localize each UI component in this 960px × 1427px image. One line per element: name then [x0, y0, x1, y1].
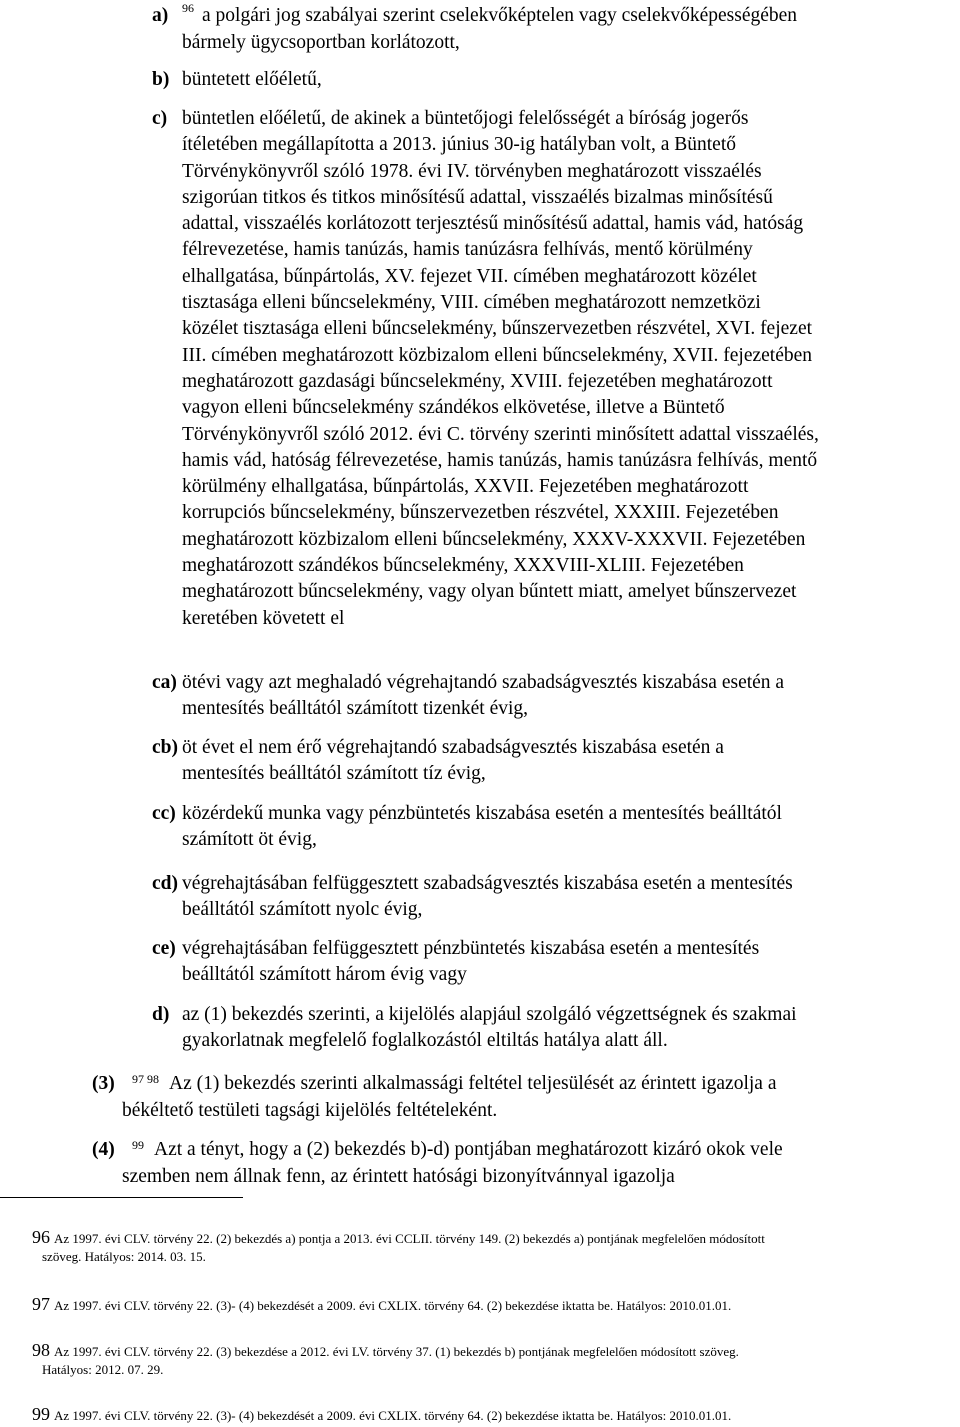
text-line: gyakorlatnak megfelelő foglalkozástól eltiltás hatálya alatt áll.: [182, 1030, 668, 1052]
text-line: mentesítés beálltától számított tíz évig,: [182, 763, 486, 785]
text-line: számított öt évig,: [182, 829, 317, 851]
text-line: meghatározott szándékos bűncselekmény, XXXVIII-XLIII. Fejezetében: [182, 555, 744, 577]
text-line: végrehajtásában felfüggesztett pénzbüntetés kiszabása esetén a mentesítés: [182, 938, 760, 959]
text-line: öt évet el nem érő végrehajtandó szabadságvesztés kiszabása esetén a: [182, 737, 724, 758]
text-line: elhallgatása, bűnpártolás, XV. fejezet VII. címében meghatározott közélet: [182, 265, 757, 287]
text-line: keretében követett el: [182, 607, 345, 629]
footnote-text-cont: szöveg. Hatályos: 2014. 03. 15.: [42, 1249, 206, 1264]
paragraph-label: (4): [92, 1139, 115, 1160]
text-line: ötévi vagy azt meghaladó végrehajtandó szabadságvesztés kiszabása esetén a: [182, 672, 785, 693]
text-line: beálltától számított nyolc évig,: [182, 899, 423, 921]
item-label: d): [152, 1004, 170, 1025]
text-line: büntetett előéletű,: [182, 69, 322, 90]
text-line: közélet tisztasága elleni bűncselekmény, bűnszervezetben részvétel, XVI. fejezet: [182, 318, 813, 340]
paragraph-3: [92, 1071, 776, 1125]
text-line: szemben nem állnak fenn, az érintett hatósági bizonyítvánnyal igazolja: [122, 1166, 675, 1188]
text-line: beálltától számított három évig vagy: [182, 964, 467, 986]
list-item-d: [152, 1002, 797, 1055]
footnote-separator: [0, 1197, 243, 1198]
list-item-a: [152, 3, 797, 57]
text-line: mentesítés beálltától számított tizenkét évig,: [182, 698, 529, 720]
text-line: az (1) bekezdés szerinti, a kijelölés alapjául szolgáló végzettségnek és szakmai: [182, 1004, 797, 1025]
text-line: korrupciós bűncselekmény, bűnszervezetben részvétel, XXXIII. Fejezetében: [182, 502, 779, 524]
paragraph-4: [92, 1137, 783, 1191]
text-line: Törvénykönyvről szóló 2012. évi C. törvény szerinti minősített adattal visszaélés,: [182, 423, 819, 445]
footnote-number: 97: [32, 1294, 50, 1314]
item-label: cd): [152, 873, 178, 894]
text-line: $^{99}$ Azt a tényt, hogy a (2) bekezdés b)-d) pontjában meghatározott kizáró okok vele: [132, 1138, 783, 1160]
list-item-cb: [152, 735, 724, 788]
footnote-text: Az 1997. évi CLV. törvény 22. (3)- (4) bekezdését a 2009. évi CXLIX. törvény 64. (2) bekezdése iktatta be. Hatályos: 2010.01.01.: [54, 1408, 732, 1423]
text-line: meghatározott bűncselekmény, vagy olyan bűntett miatt, amelyet bűnszervezet: [182, 581, 797, 603]
paragraph-label: (3): [92, 1073, 115, 1094]
item-label: a): [152, 5, 169, 26]
footnote-98: [32, 1341, 739, 1379]
footnote-ref[interactable]: 97 98: [132, 1072, 159, 1086]
list-item-cd: [152, 871, 793, 924]
list-item-b: [152, 67, 322, 93]
text-line: hamis vád, hatóság félrevezetése, hamis tanúzás, hamis tanúzásra felhívás, mentő: [182, 449, 818, 471]
footnote-number: 96: [32, 1227, 50, 1247]
text-line: ítéletében megállapította a 2013. június 30-ig hatályban volt, a Büntető: [182, 134, 736, 156]
list-item-ce: [152, 936, 759, 989]
footnote-number: 99: [32, 1404, 50, 1424]
footnote-number: 98: [32, 1340, 50, 1360]
text-line: félrevezetése, hamis tanúzás, hamis tanúzásra felhívás, mentő körülmény: [182, 239, 753, 261]
item-label: b): [152, 69, 170, 90]
text-line: bármely ügycsoportban korlátozott,: [182, 32, 460, 54]
footnote-97: [32, 1295, 731, 1315]
text-line: meghatározott gazdasági bűncselekmény, XVIII. fejezetében meghatározott: [182, 370, 773, 392]
text-line: III. címében meghatározott közbizalom elleni bűncselekmény, XVII. fejezetében: [182, 344, 813, 366]
item-label: ca): [152, 672, 177, 693]
footnote-ref[interactable]: 96: [182, 1, 194, 15]
item-label: c): [152, 108, 168, 129]
text-line: körülmény elhallgatása, bűnpártolás, XXVII. Fejezetében meghatározott: [182, 476, 749, 498]
text-line: végrehajtásában felfüggesztett szabadságvesztés kiszabása esetén a mentesítés: [182, 873, 793, 894]
list-item-ca: [152, 670, 784, 723]
item-label: cc): [152, 803, 176, 824]
footnote-ref[interactable]: 99: [132, 1138, 144, 1152]
text-line: szigorúan titkos és titkos minősítésű adattal, visszaélés bizalmas minősítésű: [182, 186, 773, 208]
footnote-text-cont: Hatályos: 2012. 07. 29.: [42, 1362, 164, 1377]
text-line: meghatározott közbizalom elleni bűncselekmény, XXXV-XXXVII. Fejezetében: [182, 528, 806, 550]
list-item-c: [152, 106, 819, 632]
text-line: $^{96}$ a polgári jog szabályai szerint cselekvőképtelen vagy cselekvőképességében: [182, 1, 798, 26]
item-label: cb): [152, 737, 178, 758]
text-line: tisztasága elleni bűncselekmény, VIII. címében meghatározott nemzetközi: [182, 292, 761, 314]
footnote-99: [32, 1405, 731, 1425]
text-line: adattal, visszaélés korlátozott terjesztésű minősítésű adattal, hamis vád, hatóság: [182, 213, 804, 235]
list-item-cc: [152, 801, 782, 854]
text-line: vagyon elleni bűncselekmény szándékos elkövetése, illetve a Büntető: [182, 397, 725, 419]
footnote-96: [32, 1228, 765, 1266]
footnote-text: Az 1997. évi CLV. törvény 22. (2) bekezdés a) pontja a 2013. évi CCLII. törvény 149. (2) bekezdés a) pontjának megfelelően módosított: [54, 1231, 765, 1246]
text-line: $^{97 98}$ Az (1) bekezdés szerinti alkalmassági feltétel teljesülését az érintett igazolja a: [132, 1072, 777, 1094]
footnote-text: Az 1997. évi CLV. törvény 22. (3) bekezdése a 2012. évi LV. törvény 37. (1) bekezdés b) pontjának megfelelően módosított szöveg.: [54, 1344, 739, 1359]
text-line: Törvénykönyvről szóló 1978. évi IV. törvényben meghatározott visszaélés: [182, 160, 762, 182]
text-line: közérdekű munka vagy pénzbüntetés kiszabása esetén a mentesítés beálltától: [182, 803, 782, 824]
text-line: büntetlen előéletű, de akinek a büntetőjogi felelősségét a bíróság jogerős: [182, 108, 749, 129]
item-label: ce): [152, 938, 176, 959]
text-line: békéltető testületi tagsági kijelölés feltételeként.: [122, 1100, 498, 1122]
footnote-text: Az 1997. évi CLV. törvény 22. (3)- (4) bekezdését a 2009. évi CXLIX. törvény 64. (2) bekezdése iktatta be. Hatályos: 2010.01.01.: [54, 1298, 732, 1313]
